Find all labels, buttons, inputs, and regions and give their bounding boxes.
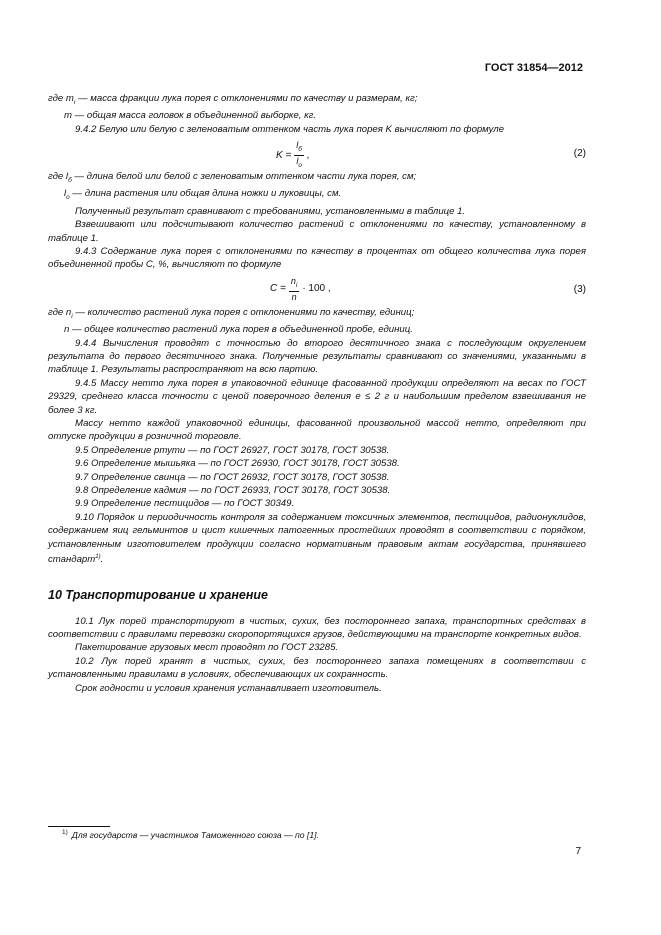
paragraph: 9.4.4 Вычисления проводят с точностью до второго десятичного знака с последующим округлением результата до первого десятичного знака. Полученные результаты сравнивают со значениями, указанными в таблице 1. Результаты распространяют на всю партию. xyxy=(48,337,586,376)
paragraph: Срок годности и условия хранения устанавливает изготовитель. xyxy=(75,682,382,694)
numerator: $l_б$ xyxy=(294,140,304,156)
paragraph: m — общая масса головок в объединенной выборке, кг. xyxy=(64,110,317,122)
paragraph xyxy=(48,92,586,109)
formula-2 xyxy=(48,136,586,170)
paragraph: 9.9 Определение пестицидов — по ГОСТ 30349. xyxy=(75,498,295,510)
paragraph: 10.2 Лук порей хранят в чистых, сухих, без постороннего запаха помещениях в соответствии с установленными правилами в условиях, обеспечивающих их сохранность. xyxy=(48,655,586,681)
paragraph: 9.4.2 Белую или белую с зеленоватым оттенком часть лука порея K вычисляют по формуле xyxy=(75,123,505,135)
fraction xyxy=(294,140,304,171)
denominator: n xyxy=(291,291,297,302)
paragraph: Пакетирование грузовых мест проводят по ГОСТ 23285. xyxy=(75,642,339,654)
paragraph: 9.6 Определение мышьяка — по ГОСТ 26930, ГОСТ 30178, ГОСТ 30538. xyxy=(75,458,400,470)
formula-expression xyxy=(276,140,310,171)
equation-number: (3) xyxy=(573,283,586,295)
paragraph: 10.1 Лук порей транспортируют в чистых, сухих, без постороннего запаха, транспортных средствах в соответствии с правилами перевозки скоропортящихся грузов, действующими на транспорте конкретных видов. xyxy=(48,615,586,640)
formula-tail: , xyxy=(306,149,310,161)
paragraph: Взвешивают или подсчитывают количество растений с отклонениями по качеству, установленному в таблице 1. xyxy=(48,219,586,244)
footnote-ref: 1) xyxy=(95,554,101,560)
paragraph: 9.4.3 Содержание лука порея с отклонениями по качеству в процентах от общего количества лука порея объединенной пробы С, %, вычисляют по формуле xyxy=(48,245,586,271)
formula-tail: · 100 , xyxy=(302,283,331,295)
paragraph: где $l_б$ — длина белой или белой с зеленоватым оттенком части лука порея, см; xyxy=(48,171,417,185)
paragraph: Полученный результат сравнивают с требованиями, установленными в таблице 1. xyxy=(75,205,466,217)
numerator: $n_i$ xyxy=(289,276,299,292)
paragraph: 9.10 Порядок и периодичность контроля за содержанием токсичных элементов, пестицидов, радионуклидов, содержанием яиц гельминтов и цист кишечных патогенных простейших проводят в соответствии с порядком, установленным изготовителем продукции согласно нормативным правовым актам государства, принявшего стандарт$^{1)}$. xyxy=(48,511,586,566)
paragraph: 9.8 Определение кадмия — по ГОСТ 26933, ГОСТ 30178, ГОСТ 30538. xyxy=(75,484,391,496)
footnote-text: Для государств — участников Таможенного союза — по [1]. xyxy=(71,829,319,840)
paragraph: $l_о$ — длина растения или общая длина ножки и луковицы, см. xyxy=(64,188,342,202)
paragraph: 9.7 Определение свинца — по ГОСТ 26932, ГОСТ 30178, ГОСТ 30538. xyxy=(75,471,390,483)
page-number: 7 xyxy=(575,846,581,857)
formula-lhs: C = xyxy=(270,283,286,295)
equation-number: (2) xyxy=(573,148,586,160)
section-heading: 10 Транспортирование и хранение xyxy=(48,587,268,602)
footnote-mark: 1) xyxy=(62,829,68,836)
text: — масса фракции лука порея с отклонениями по качеству и размерам, кг; xyxy=(75,93,418,104)
footnote xyxy=(48,829,319,840)
paragraph: Массу нетто каждой упаковочной единицы, фасованной произвольной массой нетто, определяют при отпуске продукции в розничной торговле. xyxy=(48,417,586,443)
paragraph: где $n_i$ — количество растений лука порея с отклонениями по качеству, единиц; xyxy=(48,306,415,320)
page-body xyxy=(48,92,586,695)
formula-expression xyxy=(270,276,331,303)
formula-3 xyxy=(48,272,586,306)
where-m-i: где $m_i$ xyxy=(48,93,76,106)
fraction xyxy=(289,276,299,303)
footnote-separator xyxy=(48,826,110,827)
standard-code: ГОСТ 31854—2012 xyxy=(484,62,583,74)
denominator: $l_о$ xyxy=(296,155,302,169)
paragraph: n — общее количество растений лука порея в объединенной пробе, единиц. xyxy=(64,324,413,336)
paragraph: 9.5 Определение ртути — по ГОСТ 26927, ГОСТ 30178, ГОСТ 30538. xyxy=(75,444,390,456)
formula-lhs: K = xyxy=(276,149,292,161)
paragraph: 9.4.5 Массу нетто лука порея в упаковочной единице фасованной продукции определяют на весах по ГОСТ 29329, среднего класса точности с ценой поверочного деления е ≤ 2 г и наибольшим пределом взвешивания не более 3 кг. xyxy=(48,377,586,416)
